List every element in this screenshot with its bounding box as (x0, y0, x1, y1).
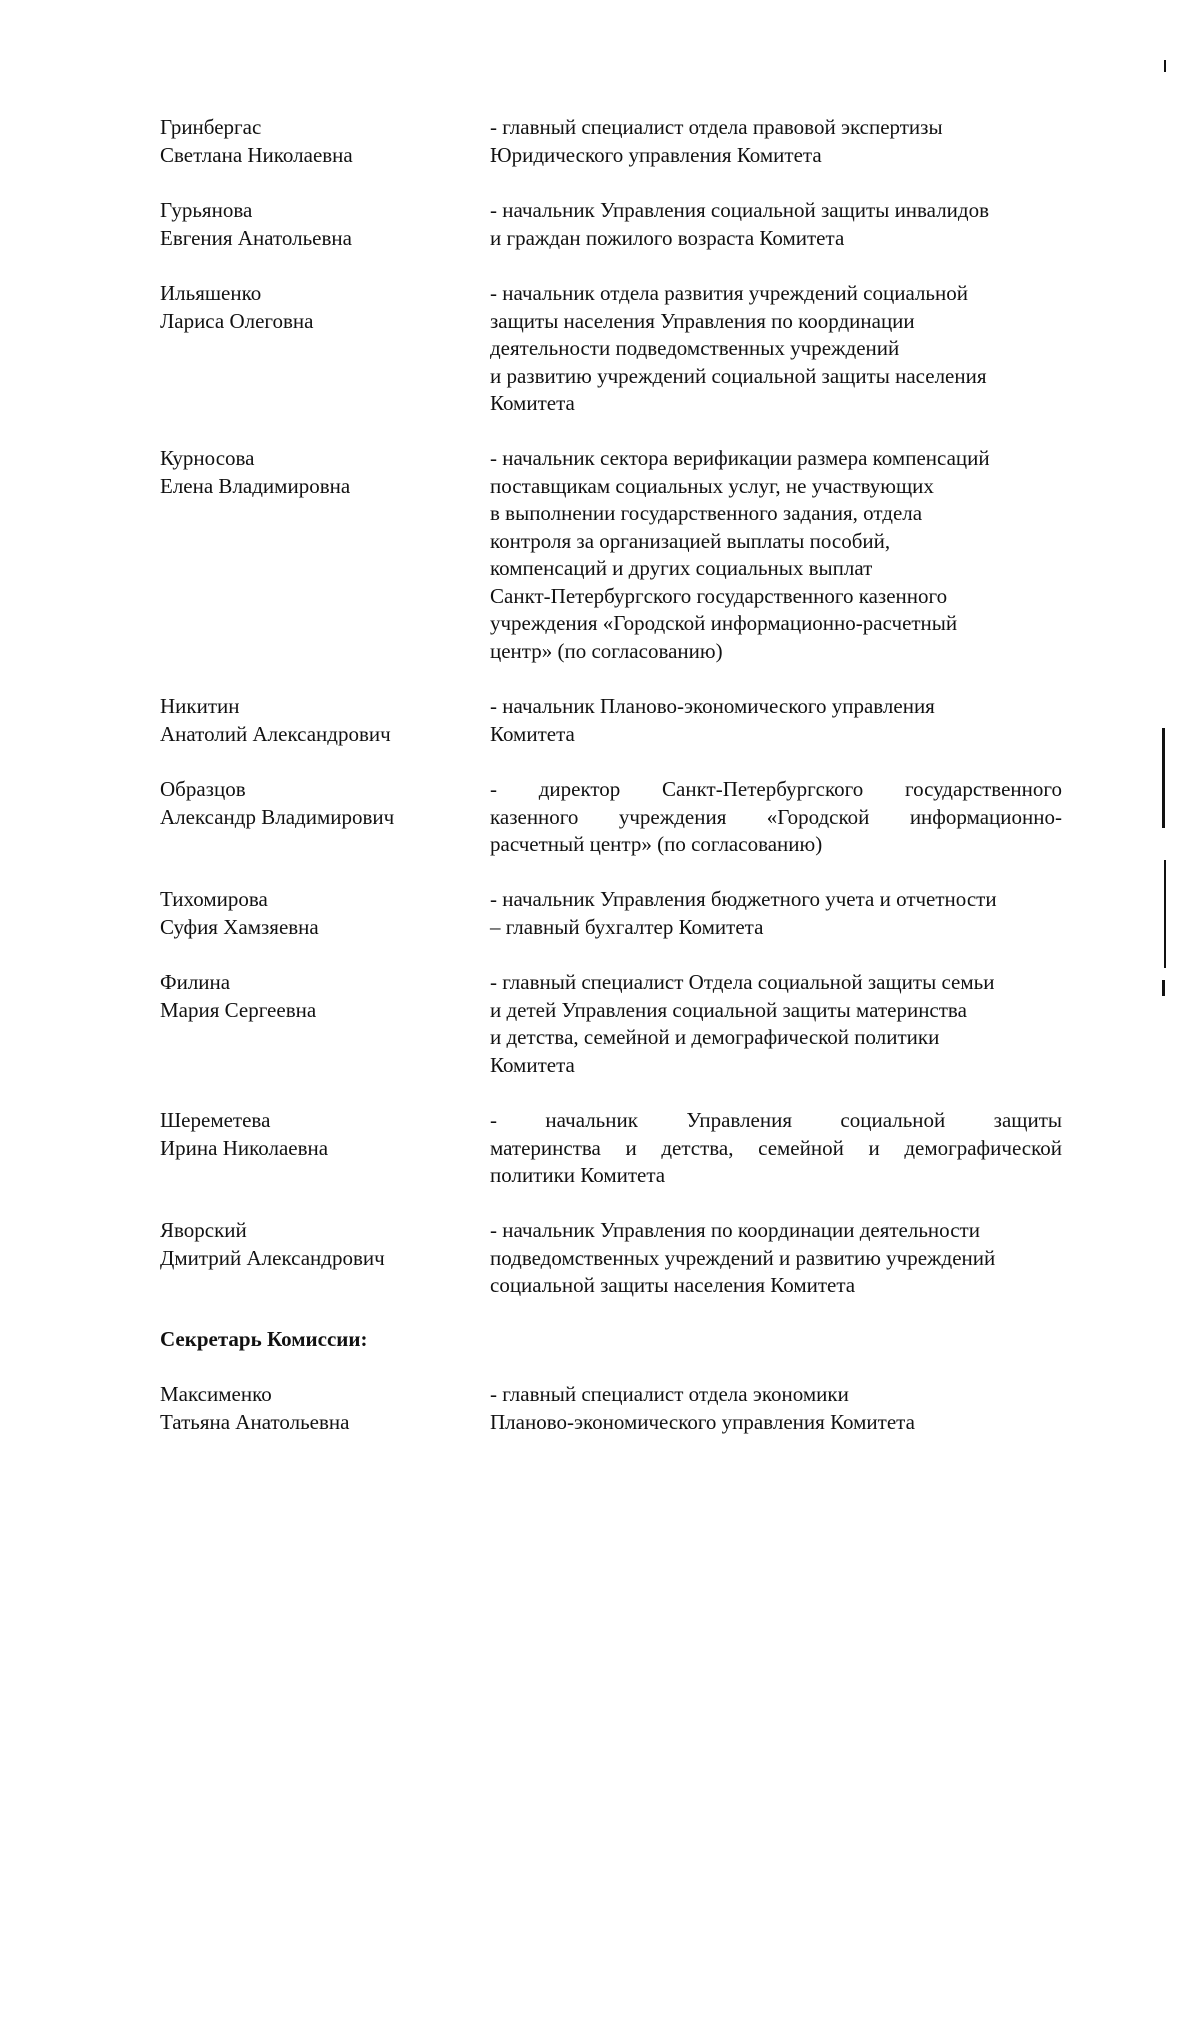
member-surname: Гурьянова (160, 198, 253, 222)
role-line: и детей Управления социальной защиты материнства (490, 997, 967, 1022)
member-surname: Тихомирова (160, 887, 268, 911)
member-role (490, 1107, 1062, 1190)
role-line: Комитета (490, 391, 575, 415)
member-given-name: Суфия Хамзяевна (160, 914, 319, 939)
member-surname: Образцов (160, 777, 246, 801)
member-role (490, 776, 1062, 859)
role-line: в выполнении государственного задания, отдела (490, 501, 923, 525)
member-name (160, 969, 480, 1024)
role-line: контроля за организацией выплаты пособий, (490, 528, 891, 553)
secretary-role (490, 1381, 1070, 1436)
member-name (160, 1217, 480, 1272)
member-role (490, 969, 1070, 1079)
member-surname: Ильяшенко (160, 281, 262, 305)
secretary-surname: Максименко (160, 1382, 272, 1406)
role-line: - директор Санкт-Петербургского государственного (490, 777, 1062, 801)
role-line: расчетный центр» (по согласованию) (490, 832, 823, 856)
member-given-name: Елена Владимировна (160, 473, 351, 498)
secretary-heading: Секретарь Комиссии: (160, 1327, 368, 1351)
member-name (160, 114, 480, 169)
member-role (490, 693, 1070, 748)
secretary-name (160, 1381, 480, 1436)
role-line: - главный специалист отдела экономики (490, 1382, 849, 1406)
member-name (160, 886, 480, 941)
role-line: политики Комитета (490, 1163, 666, 1187)
role-line: - начальник сектора верификации размера компенсаций (490, 446, 990, 470)
role-line: – главный бухгалтер Комитета (490, 914, 764, 939)
member-given-name: Мария Сергеевна (160, 997, 317, 1022)
role-line: учреждения «Городской информационно-расчетный (490, 611, 958, 635)
role-line: деятельности подведомственных учреждений (490, 336, 900, 360)
member-role (490, 280, 1070, 418)
role-line: Санкт-Петербургского государственного казенного (490, 583, 948, 608)
member-given-name: Александр Владимирович (160, 804, 395, 829)
role-line: казенного учреждения «Городской информационно- (490, 804, 1062, 829)
member-role (490, 886, 1070, 941)
role-line: Планово-экономического управления Комитета (490, 1409, 915, 1434)
member-surname: Гринбергас (160, 115, 262, 139)
member-given-name: Дмитрий Александрович (160, 1245, 385, 1270)
role-line: и детства, семейной и демографической политики (490, 1025, 940, 1049)
role-line: подведомственных учреждений и развитию учреждений (490, 1245, 996, 1270)
role-line: - начальник Управления социальной защиты (490, 1108, 1062, 1132)
member-given-name: Лариса Олеговна (160, 308, 314, 333)
role-line: и развитию учреждений социальной защиты населения (490, 363, 987, 388)
member-given-name: Анатолий Александрович (160, 721, 391, 746)
role-line: центр» (по согласованию) (490, 638, 723, 663)
scan-artifact-dot (1164, 60, 1166, 72)
member-role (490, 114, 1070, 169)
member-surname: Шереметева (160, 1108, 271, 1132)
member-name (160, 776, 480, 831)
member-given-name: Ирина Николаевна (160, 1135, 329, 1160)
role-line: Комитета (490, 721, 575, 746)
member-given-name: Светлана Николаевна (160, 142, 353, 167)
role-line: - начальник Управления бюджетного учета и отчетности (490, 887, 997, 911)
role-line: - начальник Управления социальной защиты инвалидов (490, 198, 990, 222)
role-line: - начальник отдела развития учреждений социальной (490, 281, 968, 305)
member-name (160, 280, 480, 335)
role-line: социальной защиты населения Комитета (490, 1273, 856, 1297)
role-line: материнства и детства, семейной и демографической (490, 1135, 1062, 1160)
member-surname: Курносова (160, 446, 255, 470)
member-role (490, 445, 1070, 665)
member-surname: Никитин (160, 694, 240, 718)
member-name (160, 693, 480, 748)
member-surname: Яворский (160, 1218, 247, 1242)
role-line: защиты населения Управления по координации (490, 308, 915, 333)
scan-artifact-line (1164, 860, 1166, 968)
role-line: и граждан пожилого возраста Комитета (490, 225, 845, 250)
scan-artifact-dot (1162, 980, 1165, 996)
role-line: - главный специалист отдела правовой экспертизы (490, 115, 943, 139)
member-name (160, 445, 480, 500)
secretary-given-name: Татьяна Анатольевна (160, 1409, 350, 1434)
member-given-name: Евгения Анатольевна (160, 225, 352, 250)
role-line: Юридического управления Комитета (490, 142, 822, 167)
role-line: поставщикам социальных услуг, не участвующих (490, 473, 934, 498)
member-surname: Филина (160, 970, 231, 994)
role-line: - начальник Управления по координации деятельности (490, 1218, 980, 1242)
role-line: Комитета (490, 1052, 575, 1077)
member-name (160, 1107, 480, 1162)
member-name (160, 197, 480, 252)
role-line: компенсаций и других социальных выплат (490, 556, 873, 580)
role-line: - главный специалист Отдела социальной защиты семьи (490, 970, 995, 994)
role-line: - начальник Планово-экономического управления (490, 694, 935, 718)
scan-artifact-line (1162, 728, 1165, 828)
member-role (490, 197, 1070, 252)
member-role (490, 1217, 1070, 1300)
